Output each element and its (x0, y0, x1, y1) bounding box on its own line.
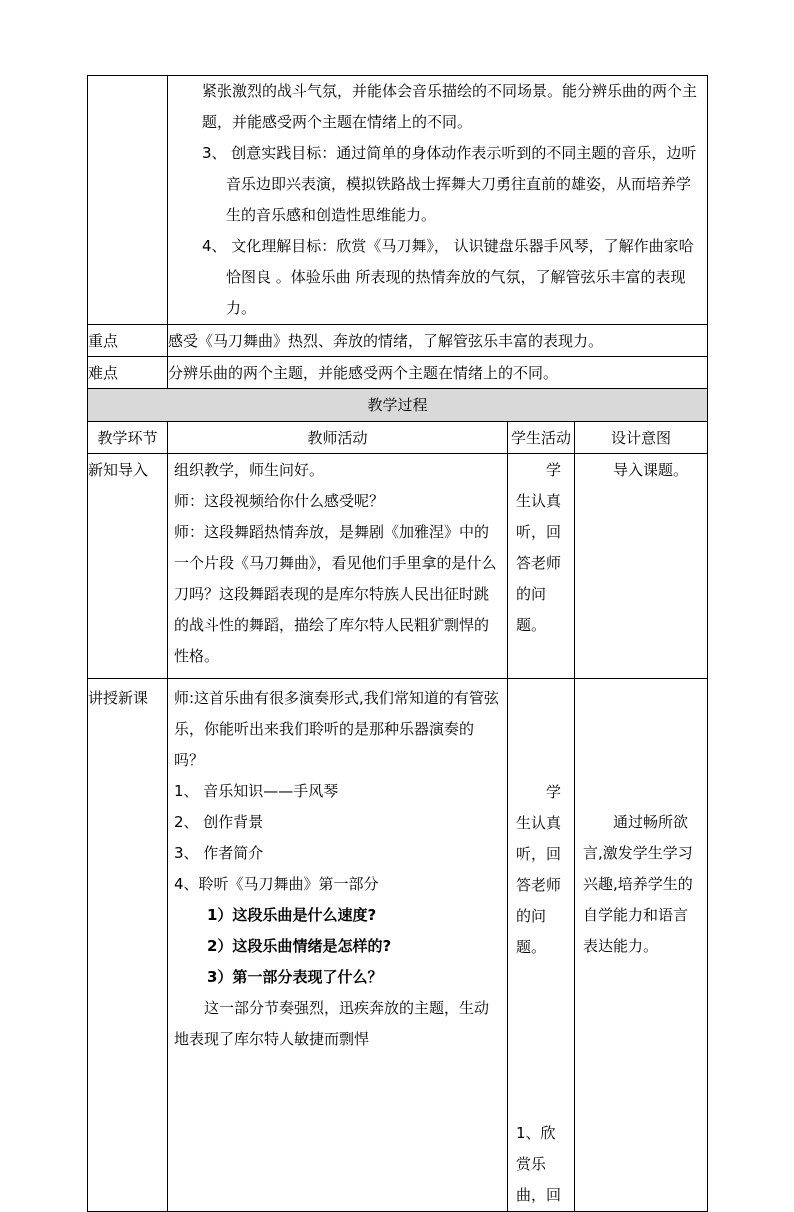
column-header-student: 学生活动 (508, 422, 575, 454)
column-header-intent: 设计意图 (575, 422, 708, 454)
table-row (88, 454, 708, 679)
design-intent-cell (575, 679, 708, 1212)
teacher-activity-cell (168, 679, 508, 1212)
column-header-row (88, 422, 708, 454)
objectives-label-cell (88, 76, 168, 325)
teacher-line: 师：这段视频给你什么感受呢？ (174, 492, 385, 510)
teacher-line: 这一部分节奏强烈，迅疾奔放的主题，生动地表现了库尔特人敏捷而剽悍 (174, 999, 490, 1048)
process-header-row (88, 389, 708, 422)
stage-cell: 新知导入 (88, 454, 168, 679)
column-header-stage: 教学环节 (88, 422, 168, 454)
difficulty-row (88, 357, 708, 389)
objective-item-3: 3、 创意实践目标：通过简单的身体动作表示听到的不同主题的音乐，边听音乐边即兴表演，模拟铁路战士挥舞大刀勇往直前的雄姿，从而培养学生的音乐感和创造性思维能力。 (202, 144, 697, 224)
stage-cell: 讲授新课 (88, 679, 168, 1212)
teacher-line: 组织教学，师生问好。 (174, 461, 325, 479)
design-intent-text: 导入课题。 (613, 461, 689, 479)
column-header-teacher: 教师活动 (168, 422, 508, 454)
teacher-item: 3、 作者简介 (174, 844, 264, 862)
teacher-item: 4、聆听《马刀舞曲》第一部分 (174, 875, 379, 893)
student-activity-cell (508, 454, 575, 679)
teacher-item: 2、 创作背景 (174, 813, 264, 831)
lesson-plan-table (87, 75, 708, 1212)
key-point-row (88, 325, 708, 357)
difficulty-label: 难点 (88, 357, 168, 389)
process-header: 教学过程 (88, 389, 708, 422)
question-line: 2）这段乐曲情绪是怎样的? (207, 937, 392, 955)
objectives-cell (168, 76, 708, 325)
student-activity-cell (508, 679, 575, 1212)
objectives-row (88, 76, 708, 325)
question-line: 1）这段乐曲是什么速度? (207, 906, 377, 924)
student-activity-text: 学生认真听，回答老师的问题。 (516, 461, 562, 634)
objective-item-4: 4、 文化理解目标：欣赏《马刀舞》， 认识键盘乐器手风琴，了解作曲家哈恰图良 。体验乐曲 所表现的热情奔放的气氛，了解管弦乐丰富的表现力。 (202, 237, 694, 317)
teacher-line: 师：这段舞蹈热情奔放，是舞剧《加雅涅》中的一个片段《马刀舞曲》，看见他们手里拿的是什么刀吗？这段舞蹈表现的是库尔特族人民出征时跳的战斗性的舞蹈，描绘了库尔特人民粗犷剽悍的性格。 (174, 523, 497, 665)
objective-text-line: 紧张激烈的战斗气氛，并能体会音乐描绘的不同场景。能分辨乐曲的两个主 (202, 82, 698, 100)
design-intent-text: 通过畅所欲言,激发学生学习兴趣,培养学生的自学能力和语言表达能力。 (583, 813, 693, 955)
student-activity-text: 学生认真听，回答老师的问题。 (516, 783, 562, 956)
student-activity-text-2: 1、欣赏乐曲，回 (516, 1124, 562, 1204)
key-point-text: 感受《马刀舞曲》热烈、奔放的情绪，了解管弦乐丰富的表现力。 (168, 325, 708, 357)
question-line: 3）第一部分表现了什么？ (207, 968, 383, 986)
teacher-activity-cell (168, 454, 508, 679)
table-row (88, 679, 708, 1212)
objective-text-line: 题，并能感受两个主题在情绪上的不同。 (202, 113, 473, 131)
teacher-item: 1、 音乐知识——手风琴 (174, 782, 339, 800)
key-point-label: 重点 (88, 325, 168, 357)
difficulty-text: 分辨乐曲的两个主题，并能感受两个主题在情绪上的不同。 (168, 357, 708, 389)
teacher-line: 师:这首乐曲有很多演奏形式,我们常知道的有管弦乐，你能听出来我们聆听的是那种乐器演奏的吗？ (174, 689, 499, 769)
design-intent-cell (575, 454, 708, 679)
